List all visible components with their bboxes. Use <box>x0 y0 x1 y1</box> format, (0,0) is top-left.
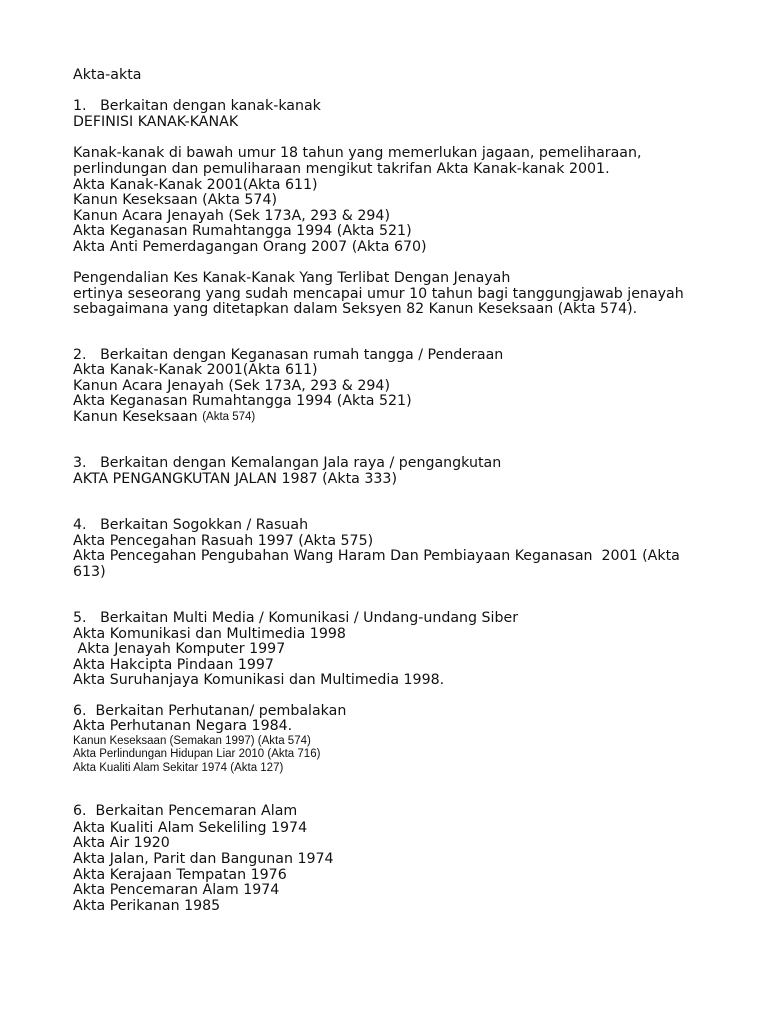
section-1-subheading-2: Pengendalian Kes Kanak-Kanak Yang Terlibat Dengan Jenayah <box>73 270 511 286</box>
act-item: Akta Kanak-Kanak 2001(Akta 611) <box>73 362 318 378</box>
act-item: Akta Pencegahan Rasuah 1997 (Akta 575) <box>73 533 374 549</box>
section-5-heading: 5. Berkaitan Multi Media / Komunikasi / Undang-undang Siber <box>73 610 519 626</box>
section-1-paragraph-2-line: ertinya seseorang yang sudah mencapai umur 10 tahun bagi tanggungjawab jenayah <box>73 286 684 302</box>
act-item: Akta Jalan, Parit dan Bangunan 1974 <box>73 851 334 867</box>
section-1-heading: 1. Berkaitan dengan kanak-kanak <box>73 98 321 114</box>
section-2-heading: 2. Berkaitan dengan Keganasan rumah tangga / Penderaan <box>73 347 504 363</box>
act-item: AKTA PENGANGKUTAN JALAN 1987 (Akta 333) <box>73 471 397 487</box>
act-item: Akta Kanak-Kanak 2001(Akta 611) <box>73 177 318 193</box>
act-item: Kanun Acara Jenayah (Sek 173A, 293 & 294) <box>73 378 390 394</box>
act-item: Akta Kerajaan Tempatan 1976 <box>73 867 287 883</box>
act-item: 613) <box>73 564 106 580</box>
section-1-subheading: DEFINISI KANAK-KANAK <box>73 114 239 130</box>
act-item: Akta Perhutanan Negara 1984. <box>73 718 293 734</box>
act-item: Akta Keganasan Rumahtangga 1994 (Akta 521) <box>73 393 412 409</box>
section-3-heading: 3. Berkaitan dengan Kemalangan Jala raya / pengangkutan <box>73 455 502 471</box>
act-item-suffix: (Akta 574) <box>202 411 256 423</box>
act-item: Akta Hakcipta Pindaan 1997 <box>73 657 274 673</box>
act-item: Akta Pencemaran Alam 1974 <box>73 882 280 898</box>
act-item-small: Akta Perlindungan Hidupan Liar 2010 (Akta 716) <box>73 748 321 760</box>
act-item: Kanun Keseksaan (Akta 574) <box>73 192 278 208</box>
act-item: Akta Suruhanjaya Komunikasi dan Multimedia 1998. <box>73 672 445 688</box>
section-4-heading: 4. Berkaitan Sogokkan / Rasuah <box>73 517 309 533</box>
section-6a-heading: 6. Berkaitan Perhutanan/ pembalakan <box>73 703 347 719</box>
act-item-prefix: Kanun Keseksaan <box>73 409 203 425</box>
act-item: Akta Jenayah Komputer 1997 <box>73 641 286 657</box>
section-6b-heading: 6. Berkaitan Pencemaran Alam <box>73 803 298 819</box>
act-item: Akta Pencegahan Pengubahan Wang Haram Dan Pembiayaan Keganasan 2001 (Akta <box>73 548 680 564</box>
act-item: Akta Anti Pemerdagangan Orang 2007 (Akta 670) <box>73 239 427 255</box>
section-1-paragraph-line: perlindungan dan pemuliharaan mengikut takrifan Akta Kanak-kanak 2001. <box>73 161 610 177</box>
document-title: Akta-akta <box>73 67 142 83</box>
act-item <box>73 409 255 425</box>
act-item: Akta Air 1920 <box>73 835 170 851</box>
act-item-small: Kanun Keseksaan (Semakan 1997) (Akta 574) <box>73 735 311 747</box>
act-item: Akta Komunikasi dan Multimedia 1998 <box>73 626 346 642</box>
act-item-small: Akta Kualiti Alam Sekitar 1974 (Akta 127) <box>73 762 284 774</box>
act-item: Akta Keganasan Rumahtangga 1994 (Akta 521) <box>73 223 412 239</box>
act-item: Kanun Acara Jenayah (Sek 173A, 293 & 294) <box>73 208 390 224</box>
act-item: Akta Kualiti Alam Sekeliling 1974 <box>73 820 308 836</box>
section-1-paragraph-line: Kanak-kanak di bawah umur 18 tahun yang memerlukan jagaan, pemeliharaan, <box>73 145 642 161</box>
act-item: Akta Perikanan 1985 <box>73 898 221 914</box>
section-1-paragraph-2-line: sebagaimana yang ditetapkan dalam Seksyen 82 Kanun Keseksaan (Akta 574). <box>73 301 638 317</box>
